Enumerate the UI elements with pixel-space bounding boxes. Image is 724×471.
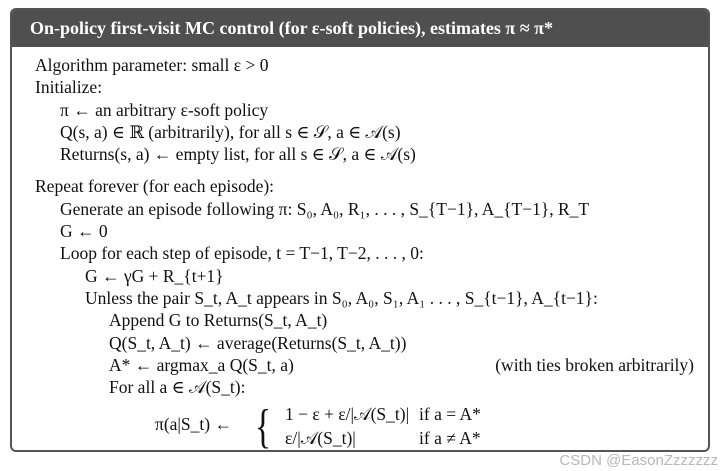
- generate-episode-line: Generate an episode following π: S₀, A₀, R₁, . . . , S_{T−1}, A_{T−1}, R_T: [60, 198, 590, 219]
- case-greedy-value: 1 − ε + ε/|𝒜(S_t)|: [285, 404, 410, 425]
- init-returns-line: Returns(s, a) ← empty list, for all s ∈ 𝒮, a ∈ 𝒜(s): [60, 144, 416, 165]
- initialize-label: Initialize:: [35, 77, 103, 98]
- left-brace-glyph: {: [255, 400, 272, 452]
- repeat-label: Repeat forever (for each episode):: [35, 176, 275, 197]
- init-policy-line: π ← an arbitrary ε-soft policy: [60, 99, 269, 120]
- policy-update-piecewise: [35, 400, 698, 452]
- g-init-line: G ← 0: [60, 221, 108, 242]
- unless-pair-line: Unless the pair S_t, A_t appears in S₀, A₀, S₁, A₁ . . . , S_{t−1}, A_{t−1}:: [85, 287, 598, 308]
- append-returns-line: Append G to Returns(S_t, A_t): [109, 310, 328, 331]
- algorithm-parameter: Algorithm parameter: small ε > 0: [35, 55, 269, 75]
- g-update-line: G ← γG + R_{t+1}: [85, 265, 224, 286]
- case-nongreedy-condition: if a ≠ A*: [419, 428, 481, 449]
- csdn-watermark: CSDN @EasonZzzzzzz: [559, 452, 718, 469]
- algorithm-title: On-policy first-visit MC control (for ε-soft policies), estimates π ≈ π*: [12, 10, 708, 47]
- init-q-line: Q(s, a) ∈ ℝ (arbitrarily), for all s ∈ 𝒮, a ∈ 𝒜(s): [60, 121, 401, 142]
- algorithm-box: [10, 8, 710, 452]
- policy-lhs: π(a|S_t) ←: [155, 414, 232, 435]
- ties-note: (with ties broken arbitrarily): [495, 354, 694, 375]
- loop-steps-line: Loop for each step of episode, t = T−1, T−2, . . . , 0:: [60, 243, 424, 264]
- for-all-actions-line: For all a ∈ 𝒜(S_t):: [109, 377, 246, 398]
- case-greedy-condition: if a = A*: [419, 404, 481, 425]
- case-nongreedy-value: ε/|𝒜(S_t)|: [285, 428, 356, 449]
- argmax-expression: A* ← argmax_a Q(S_t, a): [109, 354, 294, 375]
- q-average-line: Q(S_t, A_t) ← average(Returns(S_t, A_t)): [109, 332, 407, 353]
- argmax-line: [35, 354, 698, 376]
- algorithm-body: [35, 54, 698, 452]
- section-spacer: [35, 165, 698, 175]
